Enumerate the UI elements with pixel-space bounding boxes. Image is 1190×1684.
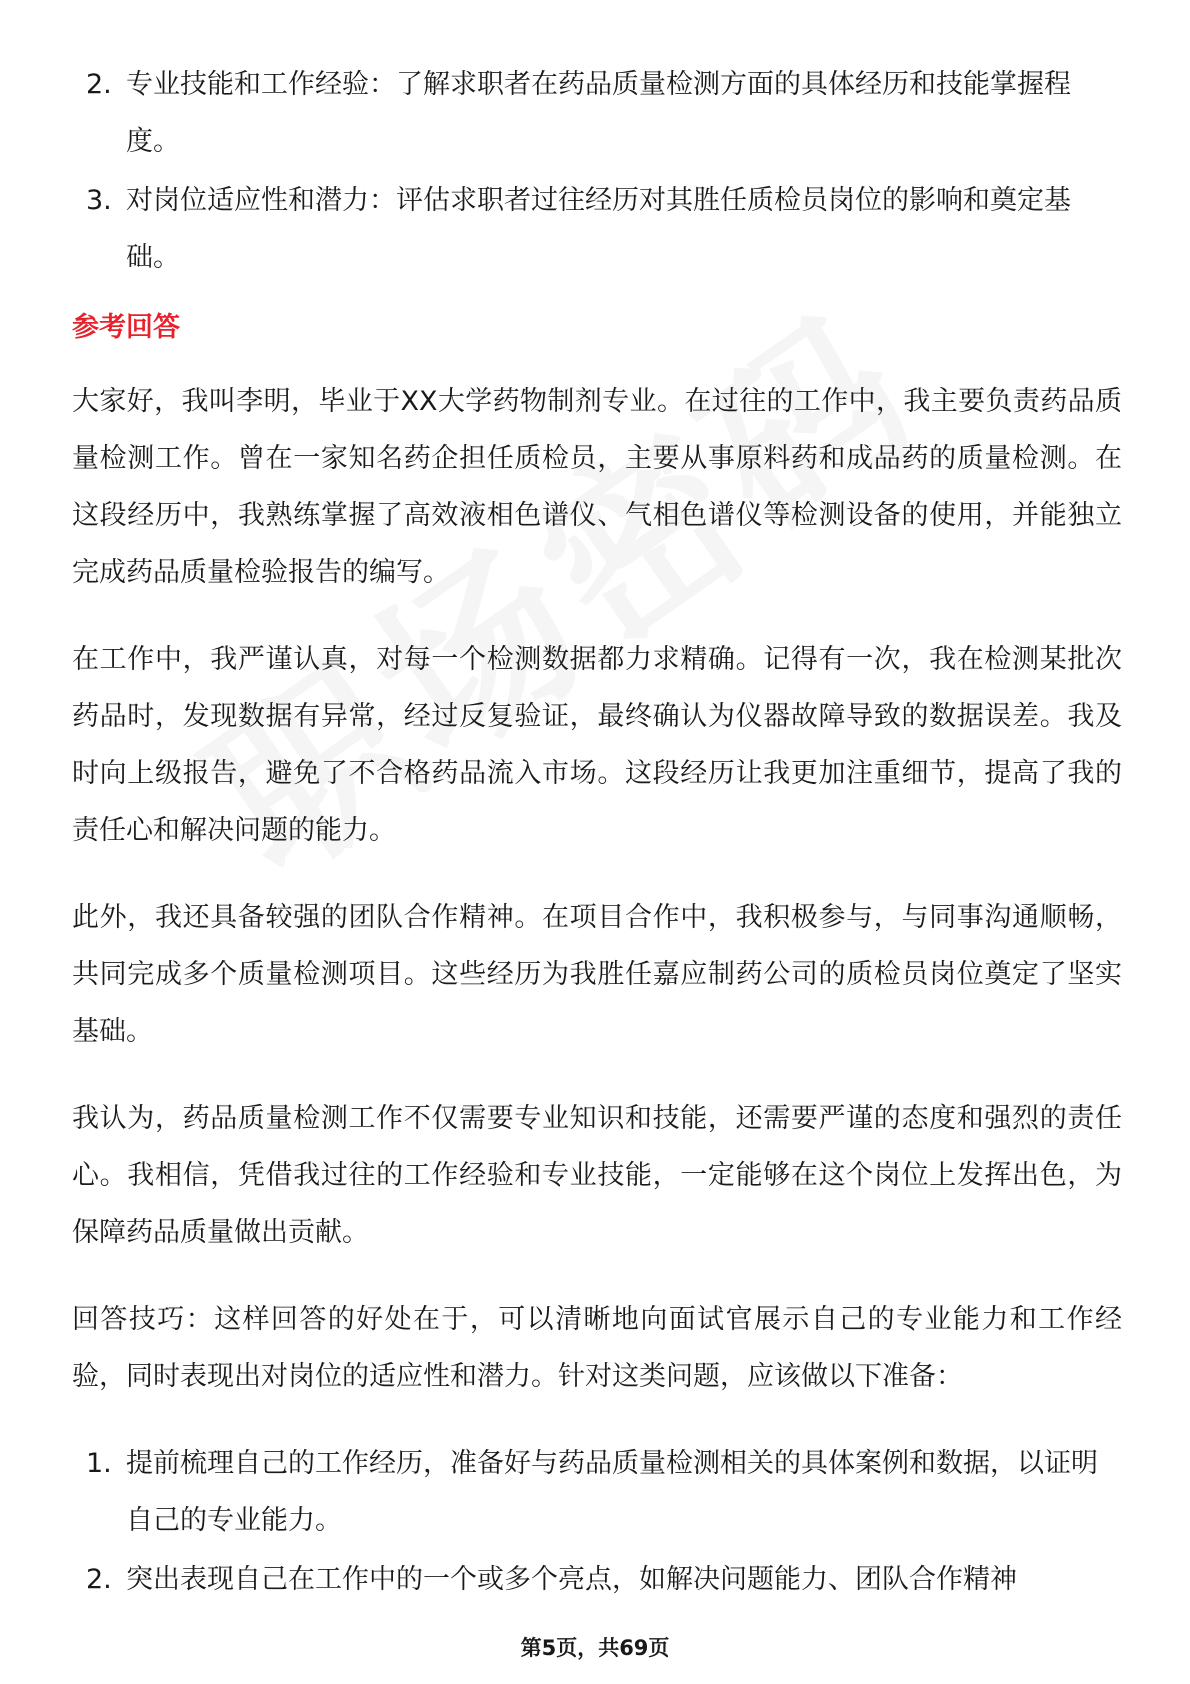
list-item xyxy=(72,1435,1122,1549)
section-heading: 参考回答 xyxy=(72,312,180,343)
paragraph: 我认为，药品质量检测工作不仅需要专业知识和技能，还需要严谨的态度和强烈的责任心。我相信，凭借我过往的工作经验和专业技能，一定能够在这个岗位上发挥出色，为保障药品质量做出贡献。 xyxy=(72,1103,1122,1248)
list-item-number: 2. xyxy=(86,69,112,100)
paragraph: 回答技巧：这样回答的好处在于，可以清晰地向面试官展示自己的专业能力和工作经验，同时表现出对岗位的适应性和潜力。针对这类问题，应该做以下准备： xyxy=(72,1304,1122,1392)
list-item-number: 3. xyxy=(86,185,112,216)
list-item-number: 1. xyxy=(86,1448,112,1479)
page-content xyxy=(72,56,1122,1610)
paragraph: 此外，我还具备较强的团队合作精神。在项目合作中，我积极参与，与同事沟通顺畅，共同完成多个质量检测项目。这些经历为我胜任嘉应制药公司的质检员岗位奠定了坚实基础。 xyxy=(72,902,1122,1047)
top-numbered-list xyxy=(72,56,1122,286)
bottom-numbered-list xyxy=(72,1435,1122,1608)
list-item-text: 对岗位适应性和潜力：评估求职者过往经历对其胜任质检员岗位的影响和奠定基础。 xyxy=(126,185,1071,273)
list-item xyxy=(72,1551,1122,1608)
list-item xyxy=(72,172,1122,286)
list-item-text: 突出表现自己在工作中的一个或多个亮点，如解决问题能力、团队合作精神 xyxy=(126,1564,1017,1595)
page-number-footer: 第5页，共69页 xyxy=(520,1636,670,1660)
list-item-number: 2. xyxy=(86,1564,112,1595)
paragraph: 大家好，我叫李明，毕业于XX大学药物制剂专业。在过往的工作中，我主要负责药品质量检测工作。曾在一家知名药企担任质检员，主要从事原料药和成品药的质量检测。在这段经历中，我熟练掌握了高效液相色谱仪、气相色谱仪等检测设备的使用，并能独立完成药品质量检验报告的编写。 xyxy=(72,386,1122,588)
list-item-text: 提前梳理自己的工作经历，准备好与药品质量检测相关的具体案例和数据，以证明自己的专业能力。 xyxy=(126,1448,1098,1536)
paragraph: 在工作中，我严谨认真，对每一个检测数据都力求精确。记得有一次，我在检测某批次药品时，发现数据有异常，经过反复验证，最终确认为仪器故障导致的数据误差。我及时向上级报告，避免了不合格药品流入市场。这段经历让我更加注重细节，提高了我的责任心和解决问题的能力。 xyxy=(72,644,1122,846)
list-item-text: 专业技能和工作经验：了解求职者在药品质量检测方面的具体经历和技能掌握程度。 xyxy=(126,69,1071,157)
list-item xyxy=(72,56,1122,170)
